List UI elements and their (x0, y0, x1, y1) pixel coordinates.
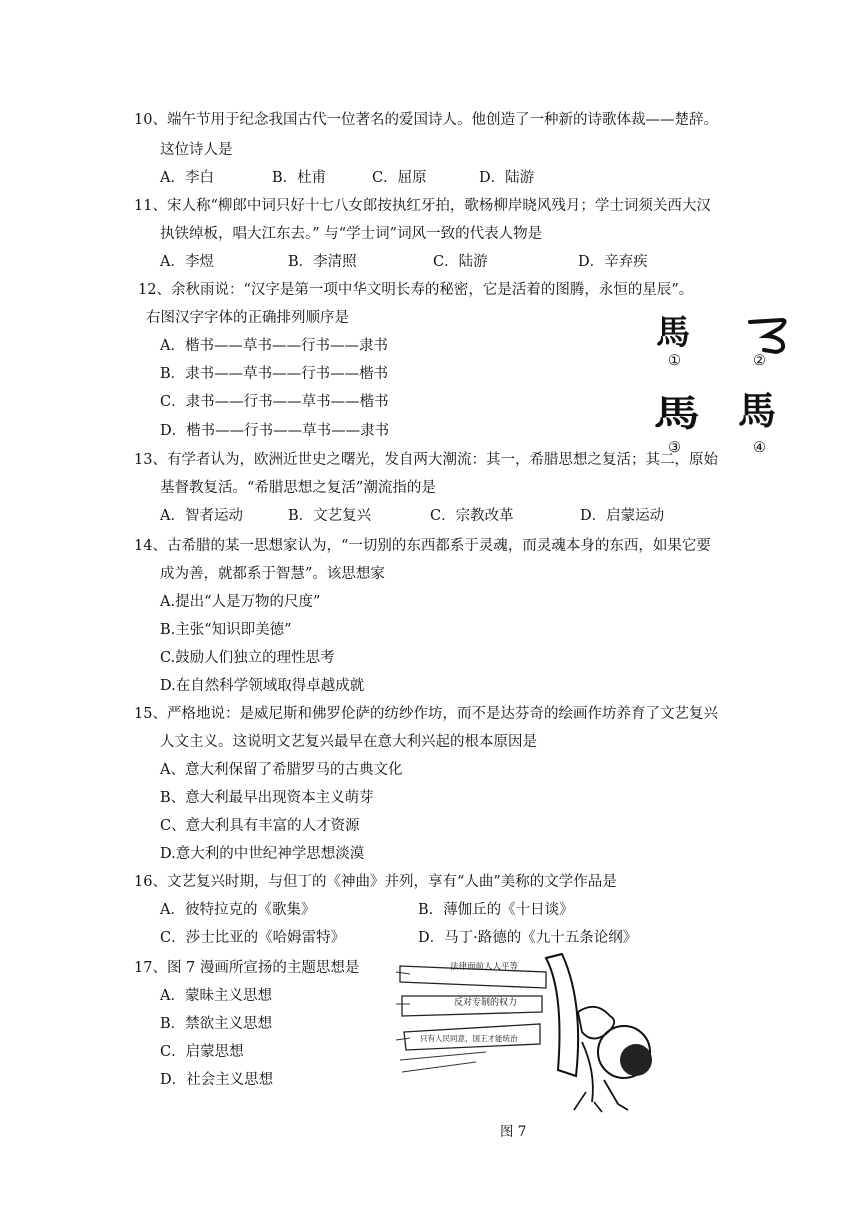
q13-option-b: B．文艺复兴 (288, 508, 372, 524)
q12-stem-line2: 右图汉字字体的正确排列顺序是 (146, 310, 349, 326)
q15-option-c: C、意大利具有丰富的人才资源 (160, 818, 360, 834)
q12-calligraphy-figure (648, 306, 798, 462)
q17-stem-line1: 17、图 7 漫画所宣扬的主题思想是 (134, 960, 360, 976)
svg-text:馬: 馬 (653, 391, 700, 435)
q13-option-a: A．智者运动 (160, 508, 243, 524)
svg-text:馬: 馬 (656, 313, 690, 353)
q12-figure-label-1: ① (668, 353, 681, 369)
q13-option-c: C．宗教改革 (430, 508, 514, 524)
q14-option-c: C.鼓励人们独立的理性思考 (160, 650, 335, 666)
figure-7-cartoon (396, 952, 692, 1114)
figure-7-ray-label-2: 反对专制的权力 (454, 998, 518, 1008)
q11-option-c: C．陆游 (433, 254, 488, 270)
q10-option-d: D．陆游 (479, 170, 535, 186)
q12-figure-label-4: ④ (753, 440, 766, 456)
q10-option-a: A．李白 (160, 170, 214, 186)
q12-option-a: A．楷书——草书——行书——隶书 (160, 338, 388, 354)
q11-option-a: A．李煜 (160, 254, 214, 270)
q14-stem-line2: 成为善，就都系于智慧”。该思想家 (160, 566, 385, 582)
q13-option-d: D．启蒙运动 (580, 508, 665, 524)
q16-option-a: A．彼特拉克的《歌集》 (160, 902, 316, 918)
q17-option-a: A．蒙昧主义思想 (160, 988, 272, 1004)
svg-text:馬: 馬 (738, 388, 777, 433)
q12-option-c: C．隶书——行书——草书——楷书 (160, 394, 389, 410)
q15-stem-line2: 人文主义。这说明文艺复兴最早在意大利兴起的根本原因是 (160, 734, 537, 750)
q14-option-b: B.主张“知识即美德” (160, 622, 292, 638)
q11-option-d: D．辛弃疾 (578, 254, 648, 270)
q14-stem-line1: 14、古希腊的某一思想家认为，“一切别的东西都系于灵魂，而灵魂本身的东西，如果它要 (134, 538, 711, 554)
q16-option-b: B．薄伽丘的《十日谈》 (418, 902, 574, 918)
q15-stem-line1: 15、严格地说：是威尼斯和佛罗伦萨的纺纱作坊，而不是达芬奇的绘画作坊养育了文艺复兴 (134, 706, 718, 722)
q11-stem-line2: 执铁绰板，唱大江东去。” 与“学士词”词风一致的代表人物是 (160, 226, 543, 242)
q17-option-c: C．启蒙思想 (160, 1044, 244, 1060)
q12-option-b: B．隶书——草书——行书——楷书 (160, 366, 389, 382)
q14-option-a: A.提出“人是万物的尺度” (160, 594, 321, 610)
figure-7-caption: 图 7 (500, 1124, 527, 1140)
q16-stem-line1: 16、文艺复兴时期，与但丁的《神曲》并列，享有“人曲”美称的文学作品是 (134, 874, 617, 890)
q13-stem-line2: 基督教复活。“希腊思想之复活”潮流指的是 (160, 480, 436, 496)
figure-7-ray-label-3: 只有人民同意，国王才能统治 (420, 1034, 518, 1043)
q17-option-d: D．社会主义思想 (160, 1072, 274, 1088)
q12-stem-line1: 12、余秋雨说：“汉字是第一项中华文明长寿的秘密，它是活着的图腾，永恒的星辰”。 (138, 282, 694, 298)
q12-figure-label-2: ② (753, 353, 766, 369)
q10-option-c: C．屈原 (372, 170, 427, 186)
q15-option-a: A、意大利保留了希腊罗马的古典文化 (160, 762, 403, 778)
figure-7-ray-label-1: 法律面前人人平等 (450, 962, 519, 972)
q12-figure-label-3: ③ (668, 440, 681, 456)
q11-option-b: B．李清照 (288, 254, 357, 270)
q15-option-d: D.意大利的中世纪神学思想淡漠 (160, 846, 365, 862)
q10-option-b: B．杜甫 (272, 170, 327, 186)
q17-option-b: B．禁欲主义思想 (160, 1016, 273, 1032)
q16-option-d: D．马丁·路德的《九十五条论纲》 (418, 930, 638, 946)
q16-option-c: C．莎士比亚的《哈姆雷特》 (160, 930, 346, 946)
q15-option-b: B、意大利最早出现资本主义萌芽 (160, 790, 374, 806)
q12-option-d: D．楷书——行书——草书——隶书 (160, 423, 390, 439)
q10-stem-line2: 这位诗人是 (160, 142, 233, 158)
q10-stem-line1: 10、端午节用于纪念我国古代一位著名的爱国诗人。他创造了一种新的诗歌体裁——楚辞。 (134, 112, 718, 128)
q13-stem-line1: 13、有学者认为，欧洲近世史之曙光，发自两大潮流：其一，希腊思想之复活；其二，原始 (134, 452, 718, 468)
q14-option-d: D.在自然科学领域取得卓越成就 (160, 678, 365, 694)
q11-stem-line1: 11、宋人称“柳郎中词只好十七八女郎按执红牙拍，歌杨柳岸晓风残月；学士词须关西大汉 (134, 198, 711, 214)
